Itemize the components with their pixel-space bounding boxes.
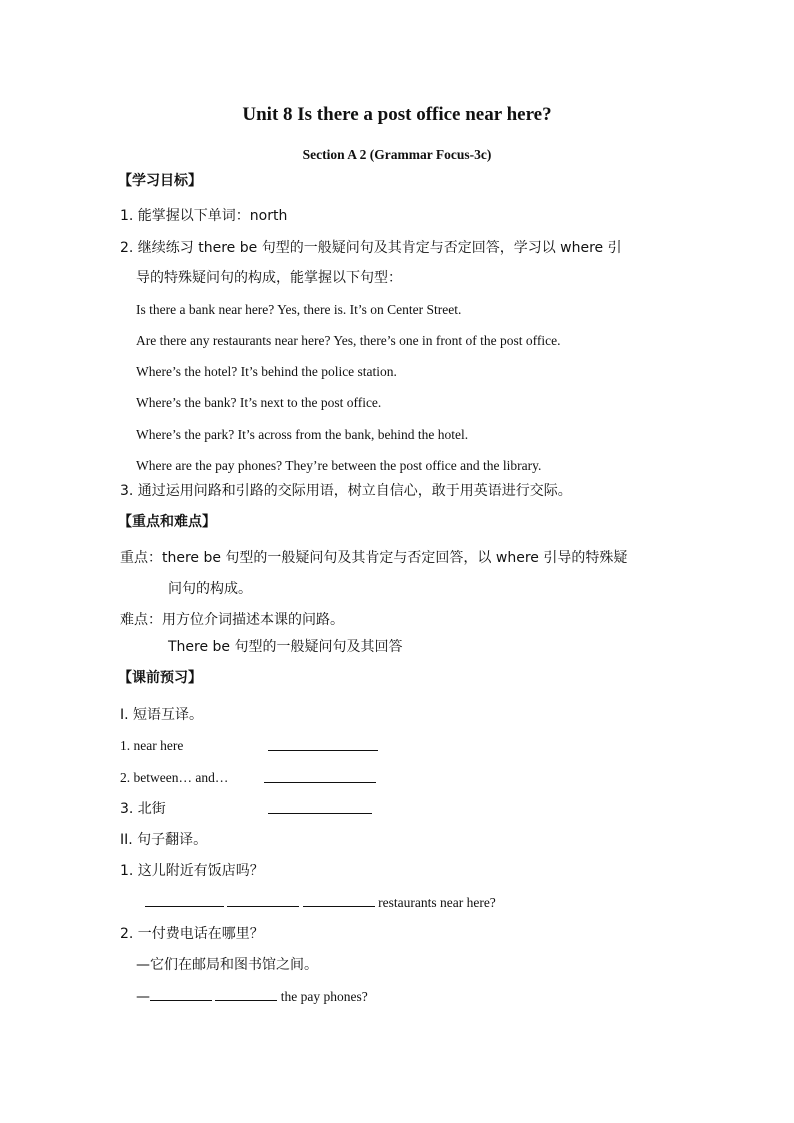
- goal-item-2-line1: 2. 继续练习 there be 句型的一般疑问句及其肯定与否定回答，学习以 where 引: [120, 240, 622, 256]
- answer-blank[interactable]: [215, 987, 277, 1001]
- page-title: Unit 8 Is there a post office near here?: [242, 104, 552, 125]
- answer-blank[interactable]: [150, 987, 212, 1001]
- goal-item-1: 1. 能掌握以下单词：north: [120, 208, 288, 224]
- example-sentence: Are there any restaurants near here? Yes, there’s one in front of the post office.: [136, 333, 561, 348]
- key-point-line2: 问句的构成。: [168, 581, 252, 597]
- preview-heading: 【课前预习】: [118, 670, 202, 686]
- example-sentence: Where’s the park? It’s across from the bank, behind the hotel.: [136, 427, 469, 442]
- phrase-item: 1. near here: [120, 738, 184, 753]
- keypoints-heading: 【重点和难点】: [118, 514, 216, 530]
- dash: —: [136, 989, 150, 1005]
- key-point-line1: 重点：there be 句型的一般疑问句及其肯定与否定回答，以 where 引导的特殊疑: [120, 550, 628, 566]
- answer-blank[interactable]: [145, 893, 224, 907]
- example-sentence: Where’s the bank? It’s next to the post office.: [136, 395, 382, 410]
- phrase-item: 3. 北街: [120, 801, 166, 817]
- answer-blank[interactable]: [268, 737, 378, 756]
- answer-blank[interactable]: [264, 769, 376, 788]
- answer-blank[interactable]: [227, 893, 299, 907]
- translation-line-2: [136, 987, 368, 1006]
- sentence-tail: the pay phones?: [280, 989, 368, 1004]
- example-sentence: Where are the pay phones? They’re between the post office and the library.: [136, 458, 542, 473]
- example-sentence: Is there a bank near here? Yes, there is. It’s on Center Street.: [136, 302, 462, 317]
- difficulty-line1: 难点：用方位介词描述本课的问路。: [120, 612, 344, 628]
- part1-instruction: I. 短语互译。: [120, 707, 204, 723]
- question-1: 1. 这儿附近有饭店吗？: [120, 863, 264, 879]
- goals-heading: 【学习目标】: [118, 173, 202, 189]
- question-2-answer: —它们在邮局和图书馆之间。: [136, 957, 318, 973]
- question-2: 2. 一付费电话在哪里？: [120, 926, 264, 942]
- answer-blank[interactable]: [303, 893, 375, 907]
- part2-instruction: II. 句子翻译。: [120, 832, 208, 848]
- phrase-item: 2. between… and…: [120, 770, 229, 785]
- goal-item-2-line2: 导的特殊疑问句的构成，能掌握以下句型：: [136, 270, 402, 286]
- page-subtitle: Section A 2 (Grammar Focus-3c): [302, 147, 492, 162]
- answer-blank[interactable]: [268, 800, 372, 819]
- example-sentence: Where’s the hotel? It’s behind the police station.: [136, 364, 397, 379]
- translation-line-1: [145, 893, 496, 912]
- difficulty-line2: There be 句型的一般疑问句及其回答: [168, 639, 403, 655]
- sentence-tail: restaurants near here?: [378, 895, 496, 910]
- goal-item-3: 3. 通过运用问路和引路的交际用语，树立自信心，敢于用英语进行交际。: [120, 483, 572, 499]
